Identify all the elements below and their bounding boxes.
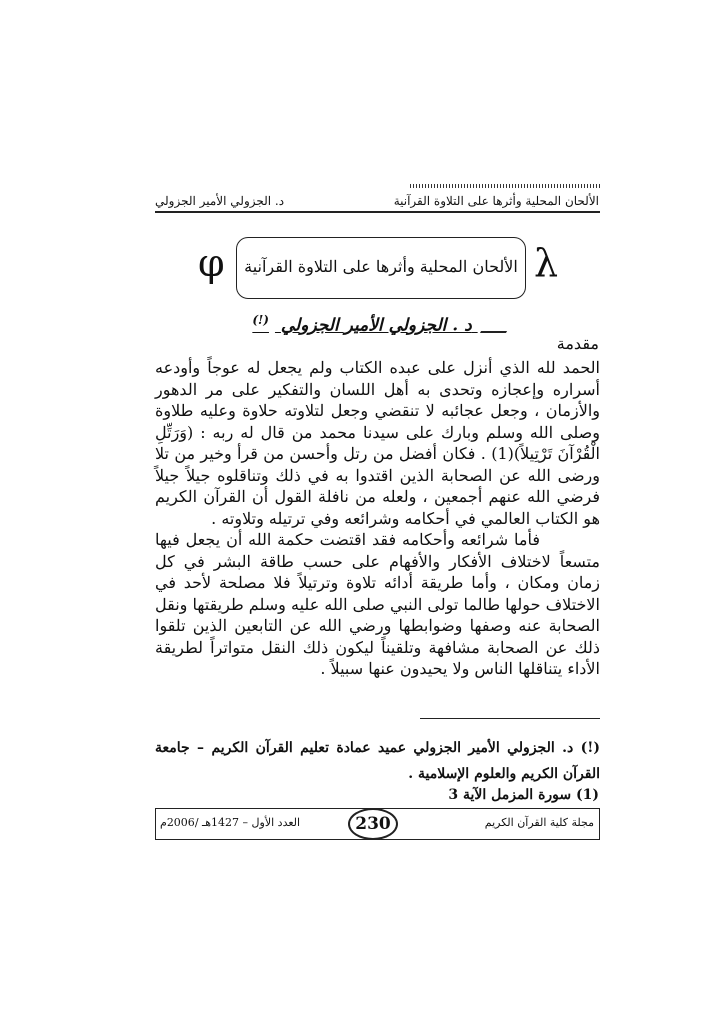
footnote-2: (1) سورة المزمل الآية 3: [448, 787, 599, 803]
byline: [236, 313, 526, 336]
paragraph-1: الحمد لله الذي أنزل على عبده الكتاب ولم يجعل له عوجاً وأودعه أسراره وإعجازه وتحدى به أهل اللسان والتفكير على مر الدهور والأزمان ، وجعل عجائبه لا تنقضي وجعل لتلاوته حلاوة وعليه طلاوة وصلى الله وسلم وبارك على سيدنا محمد من قال له ربه : (وَرَتِّلِ الْقُرْآنَ تَرْتِيلاً)(1) . فكان أفضل من رتل وأحسن من قرأ وخير من تلا ورضى الله عن الصحابة الذين اقتدوا به في ذلك وتناقلوه جيلاً جيلاً فرضي الله عنهم أجمعين ، ولعله من نافلة القول أن القرآن الكريم هو الكتاب العالمي في أحكامه وشرائعه وفي ترتيله وتلاوته .: [155, 358, 601, 528]
pen-icon: [480, 319, 514, 333]
page-number: 230: [348, 808, 398, 840]
byline-author: د . الجزولي الأمير الجزولي: [280, 315, 472, 336]
symbol-right: λ: [534, 241, 559, 285]
paragraph-2: فأما شرائعه وأحكامه فقد اقتضت حكمة الله أن يجعل فيها متسعاً لاختلاف الأفكار والأفهام على حسب طاقة البشر في كل زمان ومكان ، وأما طريقة أدائه تلاوة وترتيلاً فلا مصلحة لأحد في الاختلاف حولها طالما تولى النبي صلى الله عليه وسلم طريقتها ونقل الصحابة عنه وصفها وضوابطها ورضي الله عن التابعين الذين تلقوا ذلك عن الصحابة مشافهة وتلقيناً ليكون ذلك النقل متواتراً لطريقة الأداء يتناقلها الناس ولا يحيدون عنها سبيلاً .: [155, 530, 601, 678]
footnote-rule: [420, 718, 600, 719]
footer-journal: مجلة كلية القرآن الكريم: [484, 816, 594, 829]
header-dotted-line: [410, 184, 600, 188]
byline-ref: (!): [252, 313, 269, 327]
header-rule: [155, 211, 600, 213]
title-box: [236, 237, 526, 299]
symbol-left: φ: [198, 241, 225, 285]
intro-heading: مقدمة: [556, 334, 599, 353]
body-text: [155, 357, 600, 680]
footnote-1: (!) د. الجزولي الأمير الجزولي عميد عمادة تعليم القرآن الكريم – جامعة القرآن الكريم والعلوم الإسلامية .: [155, 740, 600, 782]
article-title: الألحان المحلية وأثرها على التلاوة القرآنية: [244, 257, 518, 276]
header-article-title: الألحان المحلية وأثرها على التلاوة القرآنية: [393, 194, 599, 208]
header-author: د. الجزولي الأمير الجزولي: [155, 194, 285, 208]
footer-issue: العدد الأول – 1427هـ /2006م: [160, 816, 301, 829]
